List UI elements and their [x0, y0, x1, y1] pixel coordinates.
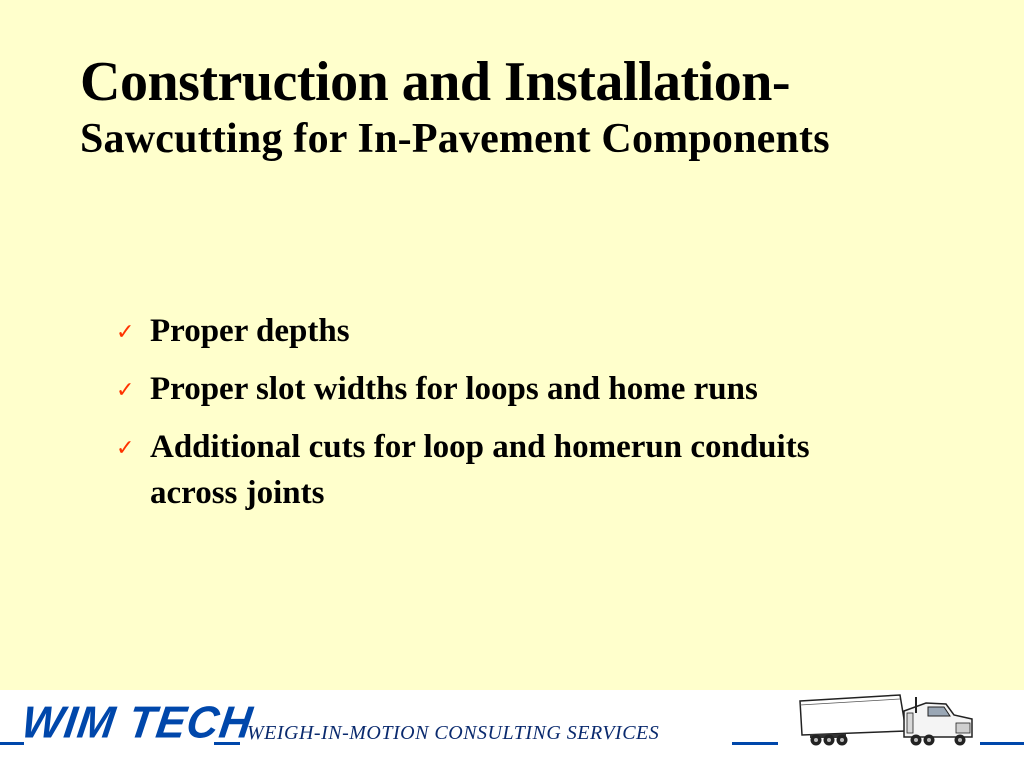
footer-rule [732, 742, 778, 745]
bullet-text: Proper slot widths for loops and home runs [150, 371, 758, 407]
footer-rule [980, 742, 1024, 745]
bullet-item [116, 366, 916, 414]
bullet-list [116, 308, 916, 526]
slide-title-block [80, 50, 1010, 164]
bullet-text: Additional cuts for loop and homerun conduits across joints [150, 429, 810, 511]
checkmark-icon: ✓ [116, 378, 135, 403]
slide-subtitle: Sawcutting for In-Pavement Components [80, 116, 830, 162]
checkmark-icon: ✓ [116, 436, 135, 461]
bullet-item [116, 424, 916, 516]
footer-tagline: WEIGH-IN-MOTION CONSULTING SERVICES [247, 722, 660, 744]
checkmark-icon: ✓ [116, 320, 135, 345]
bullet-item [116, 308, 916, 356]
semi-truck-icon [796, 691, 976, 749]
wim-tech-logo: WIM TECH [18, 697, 256, 748]
slide-title: Construction and Installation- [80, 51, 791, 113]
bullet-text: Proper depths [150, 313, 350, 349]
